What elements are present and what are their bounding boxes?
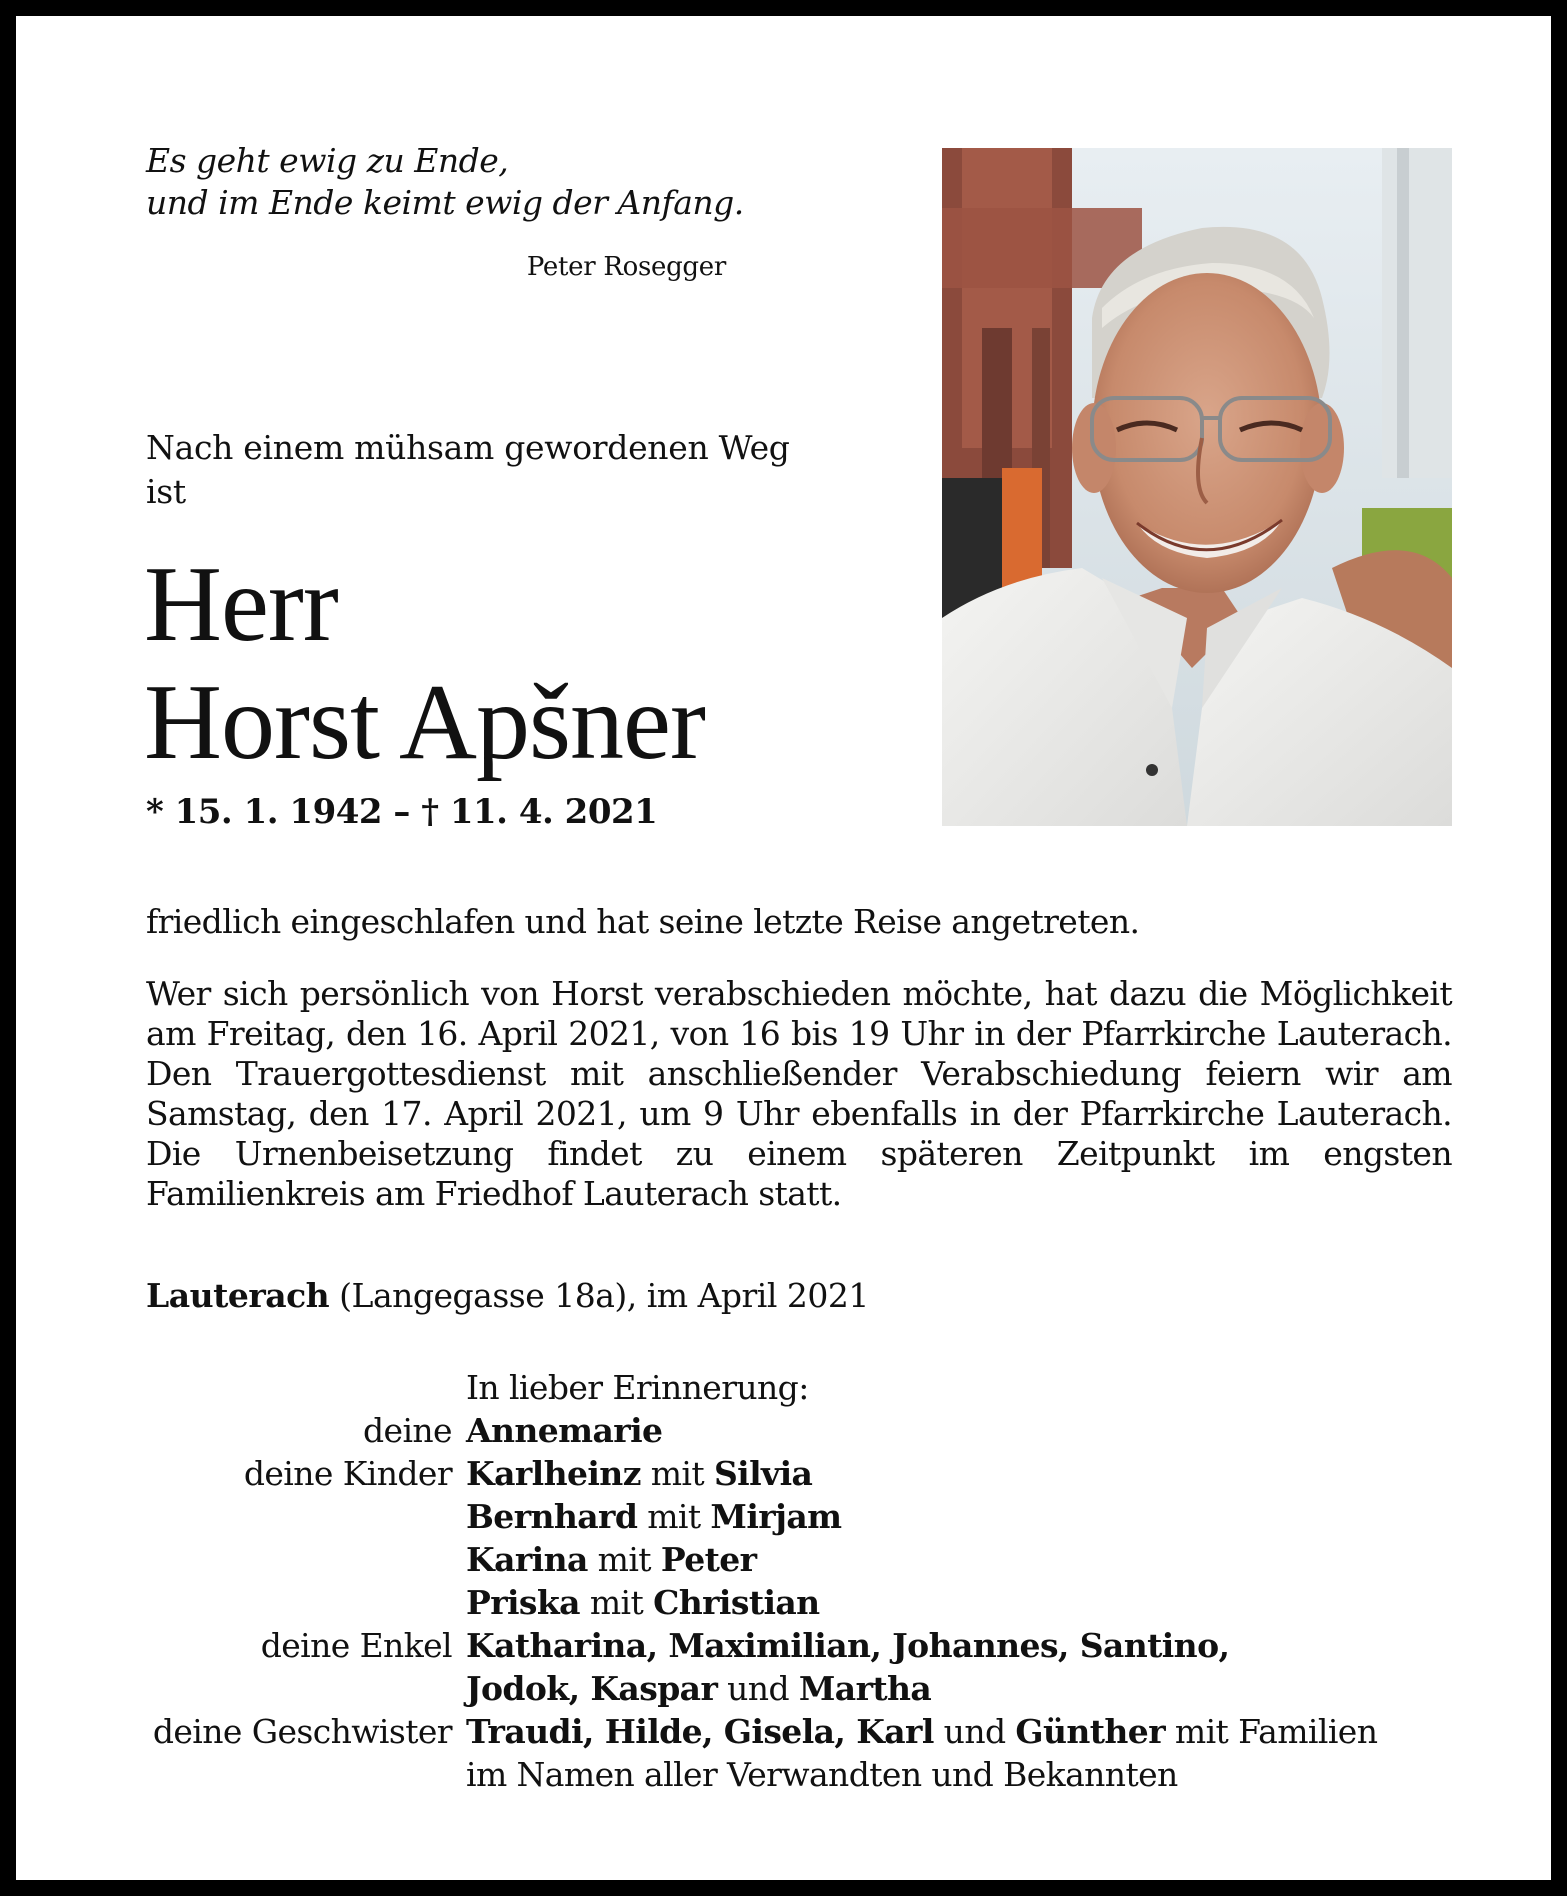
- mourner-connector: und: [933, 1712, 1016, 1751]
- mourner-row: [146, 1409, 1452, 1452]
- mourner-name: Mirjam: [710, 1497, 842, 1536]
- mourner-row: [146, 1452, 1452, 1495]
- intro-line-2: ist: [146, 472, 186, 511]
- mourner-names: [466, 1495, 1452, 1538]
- mourners-list: [146, 1366, 1452, 1796]
- mourners-heading-row: [146, 1366, 1452, 1409]
- place-address-date: (Langegasse 18a), im April 2021: [329, 1276, 869, 1315]
- mourner-name: Martha: [798, 1669, 932, 1708]
- mourners-heading: In lieber Erinnerung:: [466, 1368, 809, 1407]
- mourner-relation-label: [146, 1538, 466, 1581]
- mourner-relation-label: [146, 1667, 466, 1710]
- place-town: Lauterach: [146, 1276, 330, 1315]
- mourner-names: [466, 1710, 1452, 1753]
- mourner-name: Peter: [660, 1540, 757, 1579]
- deceased-name: Horst Apšner: [144, 663, 705, 782]
- mourner-row: [146, 1624, 1452, 1667]
- mourner-names: [466, 1452, 1452, 1495]
- mourner-connector: im Namen aller Verwandten und Bekannten: [466, 1755, 1178, 1794]
- mourner-connector: mit: [640, 1454, 714, 1493]
- mourner-name: Katharina, Maximilian, Johannes, Santino,: [466, 1626, 1230, 1665]
- intro-line-1: Nach einem mühsam gewordenen Weg: [146, 428, 790, 467]
- mourner-relation-label: [146, 1753, 466, 1796]
- mourner-connector: und: [717, 1669, 799, 1708]
- deceased-name-block: [144, 546, 904, 782]
- mourner-names: [466, 1753, 1452, 1796]
- mourner-relation-label: [146, 1581, 466, 1624]
- mourner-connector: mit Familien: [1165, 1712, 1378, 1751]
- mourner-names: [466, 1409, 1452, 1452]
- mourner-connector: mit: [637, 1497, 711, 1536]
- mourner-name: Jodok, Kaspar: [466, 1669, 718, 1708]
- mourner-name: Karina: [466, 1540, 588, 1579]
- portrait-photo: [942, 148, 1452, 826]
- mourner-name: Christian: [653, 1583, 820, 1622]
- mourner-names: [466, 1538, 1452, 1581]
- passing-statement: friedlich eingeschlafen und hat seine letzte Reise angetreten.: [146, 902, 1140, 941]
- deceased-title: Herr: [144, 545, 338, 664]
- mourner-names: [466, 1581, 1452, 1624]
- mourner-rows: [146, 1409, 1452, 1796]
- mourner-names: [466, 1667, 1452, 1710]
- mourner-row: [146, 1538, 1452, 1581]
- mourner-name: Priska: [466, 1583, 580, 1622]
- quote-author: Peter Rosegger: [526, 252, 726, 282]
- mourner-name: Silvia: [713, 1454, 813, 1493]
- quote-line-2: und im Ende keimt ewig der Anfang.: [146, 183, 744, 222]
- mourner-relation-label: deine Geschwister: [152, 1712, 452, 1751]
- mourner-row: [146, 1495, 1452, 1538]
- mourner-names: [466, 1624, 1452, 1667]
- mourner-connector: mit: [587, 1540, 661, 1579]
- place-and-date: [146, 1276, 869, 1315]
- mourner-row: [146, 1710, 1452, 1753]
- life-dates: * 15. 1. 1942 – † 11. 4. 2021: [146, 792, 658, 832]
- mourner-relation-label: deine Kinder: [243, 1454, 452, 1493]
- mourner-name: Bernhard: [466, 1497, 638, 1536]
- mourner-relation-label: deine Enkel: [260, 1626, 452, 1665]
- portrait-image: [942, 148, 1452, 826]
- quote-line-1: Es geht ewig zu Ende,: [146, 141, 509, 180]
- mourner-row: [146, 1667, 1452, 1710]
- mourner-name: Günther: [1015, 1712, 1165, 1751]
- mourner-connector: mit: [579, 1583, 654, 1622]
- intro-text: [146, 426, 866, 514]
- motto-quote: [146, 140, 786, 224]
- funeral-details: Wer sich persönlich von Horst verabschieden möchte, hat dazu die Möglichkeit am Freitag, den 16. April 2021, von 16 bis 19 Uhr in der Pfarrkirche Lauterach. Den Trauergottesdienst mit anschließender Verabschiedung feiern wir am Samstag, den 17. April 2021, um 9 Uhr ebenfalls in der Pfarrkirche Lauterach. Die Urnenbeisetzung findet zu einem späteren Zeitpunkt im engsten Familienkreis am Friedhof Lauterach statt.: [146, 974, 1452, 1213]
- mourner-row: [146, 1581, 1452, 1624]
- mourner-row: [146, 1753, 1452, 1796]
- mourner-name: Traudi, Hilde, Gisela, Karl: [466, 1712, 934, 1751]
- mourner-relation-label: [146, 1495, 466, 1538]
- mourner-name: Karlheinz: [466, 1454, 641, 1493]
- mourner-name: Annemarie: [466, 1411, 663, 1450]
- mourner-relation-label: deine: [363, 1411, 452, 1450]
